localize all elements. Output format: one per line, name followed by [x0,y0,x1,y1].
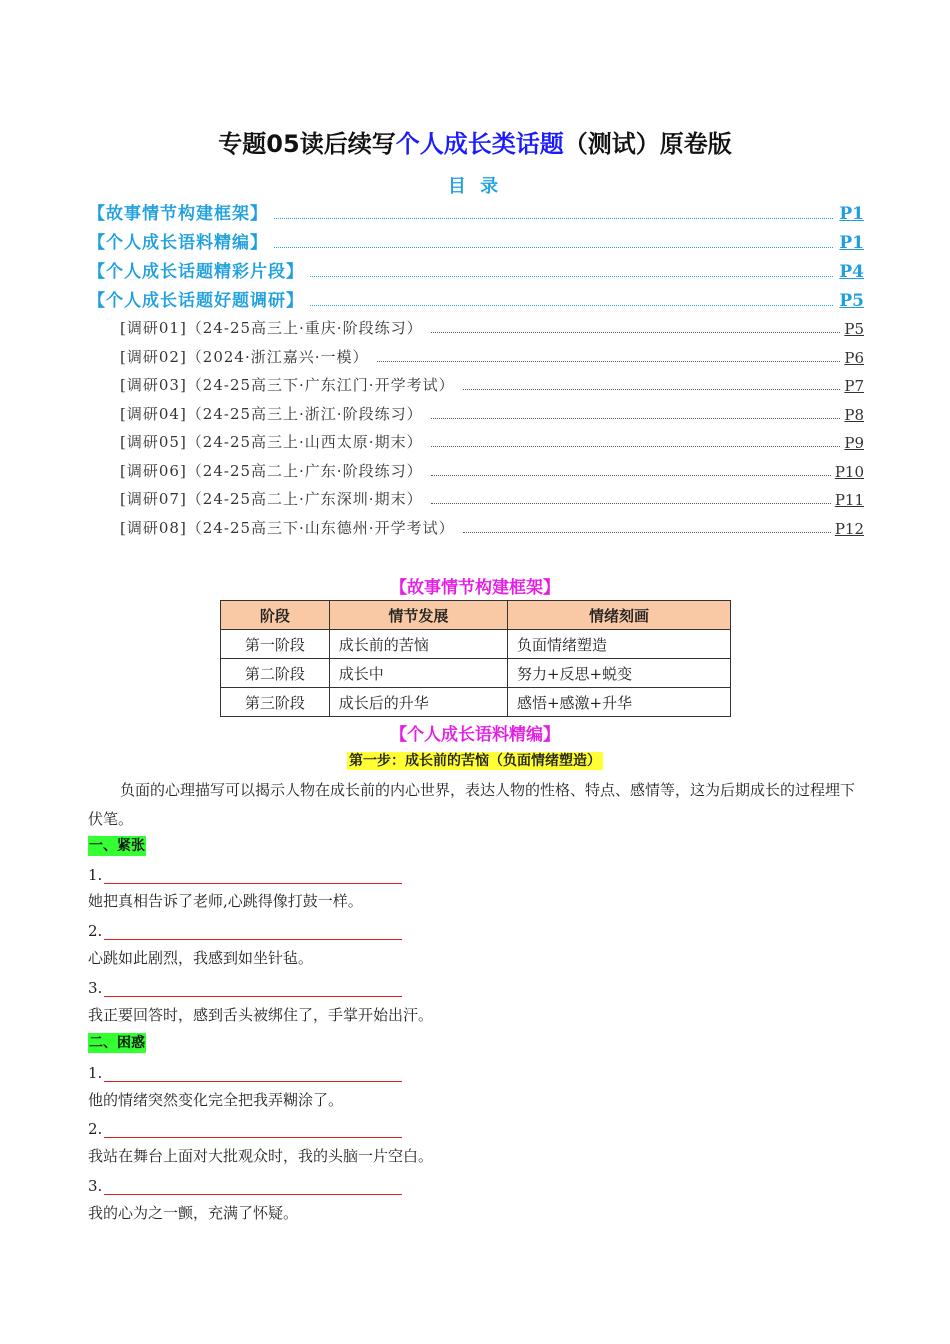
toc-page-link[interactable]: P7 [844,377,864,395]
toc-page-link[interactable]: P5 [839,291,864,311]
blank-item [88,864,402,884]
item-number: 2. [88,1120,103,1138]
table-cell: 感悟+感激+升华 [507,688,730,717]
table-cell: 成长中 [329,659,507,688]
prompt-sentence: 我的心为之一颤，充满了怀疑。 [88,1204,299,1222]
toc-page-link[interactable]: P9 [844,434,864,452]
blank-item [88,1175,402,1195]
blank-item [88,1118,402,1138]
item-number: 2. [88,922,103,940]
title-highlight: 个人成长类话题 [395,130,564,158]
blank-item [88,977,402,997]
table-cell: 成长后的升华 [329,688,507,717]
corpus-heading: 【个人成长语料精编】 [390,725,560,745]
item-number: 1. [88,866,103,884]
toc-sub-label: [调研07]（24-25高二上·广东深圳·期末） [120,490,423,508]
table-cell: 第三阶段 [221,688,330,717]
toc-main-item[interactable] [88,229,864,253]
toc-sub-item[interactable] [120,373,864,395]
answer-blank[interactable] [104,923,402,940]
toc-sub-label: [调研02]（2024·浙江嘉兴·一模） [120,348,369,366]
table-row [221,630,731,659]
toc-sub-label: [调研05]（24-25高三上·山西太原·期末） [120,433,423,451]
toc-page-link[interactable]: P4 [839,262,864,282]
table-cell: 第二阶段 [221,659,330,688]
toc-main-label: 【个人成长话题精彩片段】 [88,262,304,282]
prompt-sentence: 我正要回答时，感到舌头被绑住了，手掌开始出汗。 [88,1006,434,1024]
toc-page-link[interactable]: P8 [844,406,864,424]
toc-main-label: 【个人成长话题好题调研】 [88,291,304,311]
toc-heading: 目 录 [447,176,503,197]
toc-page-link[interactable]: P1 [839,204,864,224]
blank-item [88,920,402,940]
toc-main-label: 【个人成长语料精编】 [88,233,268,253]
title-suffix: （测试）原卷版 [563,130,732,158]
toc-page-link[interactable]: P10 [834,463,864,481]
table-header-cell: 阶段 [221,601,330,630]
table-cell: 负面情绪塑造 [507,630,730,659]
toc-sub-item[interactable] [120,487,864,509]
toc-sub-item[interactable] [120,516,864,538]
toc-sub-item[interactable] [120,345,864,367]
toc-leader [431,446,841,447]
toc-sub-label: [调研01]（24-25高三上·重庆·阶段练习） [120,319,423,337]
category-heading: 二、困惑 [89,1035,145,1051]
blank-item [88,1062,402,1082]
toc-main-label: 【故事情节构建框架】 [88,204,268,224]
table-cell: 第一阶段 [221,630,330,659]
toc-sub-label: [调研08]（24-25高三下·山东德州·开学考试） [120,519,455,537]
toc-main-item[interactable] [88,200,864,224]
toc-leader [463,532,831,533]
table-cell: 努力+反思+蜕变 [507,659,730,688]
toc-leader [431,475,831,476]
answer-blank[interactable] [104,980,402,997]
answer-blank[interactable] [104,1121,402,1138]
item-number: 3. [88,979,103,997]
toc-page-link[interactable]: P12 [834,520,864,538]
step-label: 第一步：成长前的苦恼（负面情绪塑造） [349,753,601,769]
toc-sub-label: [调研04]（24-25高三上·浙江·阶段练习） [120,405,423,423]
toc-leader [431,418,841,419]
toc-page-link[interactable]: P1 [839,233,864,253]
plot-framework-table [220,600,731,717]
document-title [0,124,950,159]
toc-leader [431,503,831,504]
prompt-sentence: 心跳如此剧烈，我感到如坐针毡。 [88,949,314,967]
toc-leader [274,247,833,248]
toc-leader [377,361,841,362]
prompt-sentence: 他的情绪突然变化完全把我弄糊涂了。 [88,1091,344,1109]
toc-leader [274,218,833,219]
toc-leader [310,276,833,277]
toc-page-link[interactable]: P11 [834,491,864,509]
toc-sub-label: [调研03]（24-25高三下·广东江门·开学考试） [120,376,455,394]
toc-sub-item[interactable] [120,430,864,452]
toc-sub-item[interactable] [120,402,864,424]
answer-blank[interactable] [104,1178,402,1195]
table-cell: 成长前的苦恼 [329,630,507,659]
toc-leader [463,389,841,390]
answer-blank[interactable] [104,1065,402,1082]
toc-sub-label: [调研06]（24-25高二上·广东·阶段练习） [120,462,423,480]
toc-main-item[interactable] [88,258,864,282]
table-header-cell: 情节发展 [329,601,507,630]
intro-paragraph: 负面的心理描写可以揭示人物在成长前的内心世界，表达人物的性格、特点、感情等，这为后期成长的过程埋下伏笔。 [88,781,856,828]
toc-sub-item[interactable] [120,316,864,338]
toc-leader [310,305,833,306]
category-heading: 一、紧张 [89,838,145,854]
title-prefix: 专题05读后续写 [218,130,396,158]
toc-main-item[interactable] [88,287,864,311]
step-heading [0,750,950,770]
prompt-sentence: 她把真相告诉了老师,心跳得像打鼓一样。 [88,892,363,910]
toc-sub-item[interactable] [120,459,864,481]
framework-heading: 【故事情节构建框架】 [390,578,560,598]
toc-page-link[interactable]: P6 [844,349,864,367]
item-number: 3. [88,1177,103,1195]
table-header-row [221,601,731,630]
toc-leader [431,332,841,333]
item-number: 1. [88,1064,103,1082]
toc-page-link[interactable]: P5 [844,320,864,338]
table-row [221,688,731,717]
table-row [221,659,731,688]
answer-blank[interactable] [104,867,402,884]
prompt-sentence: 我站在舞台上面对大批观众时，我的头脑一片空白。 [88,1147,434,1165]
table-header-cell: 情绪刻画 [507,601,730,630]
